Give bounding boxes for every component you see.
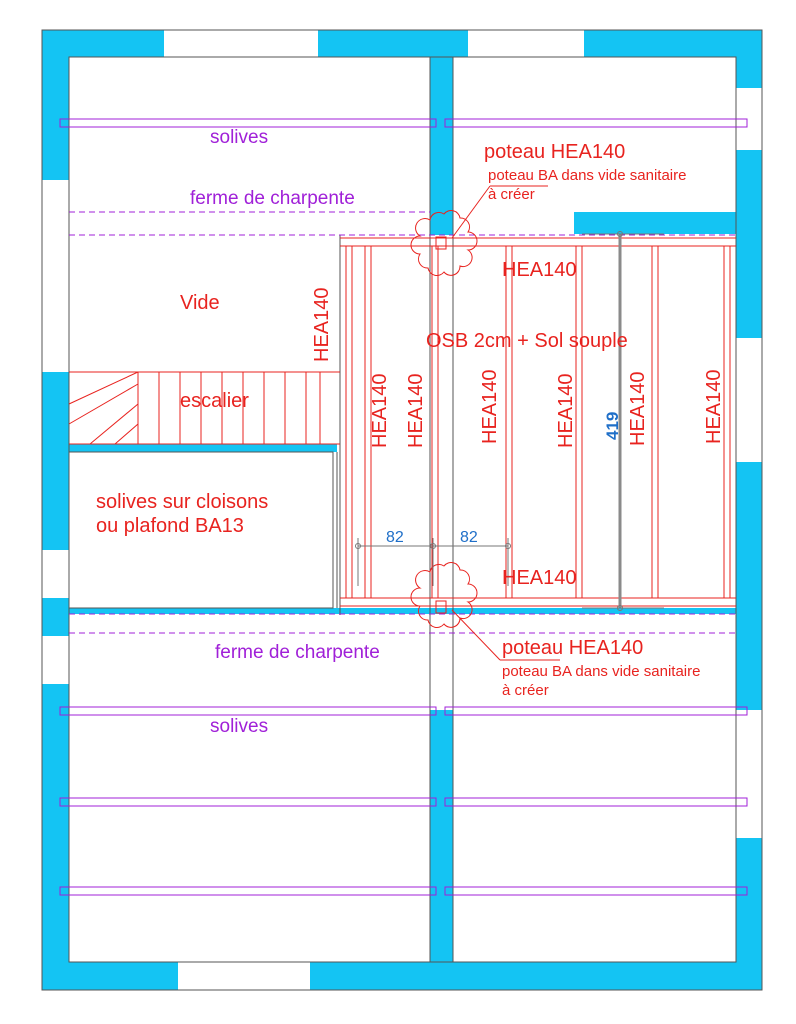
label-solives-top: solives [210, 127, 269, 148]
beam-frame [340, 238, 736, 606]
label-vertical-beam: HEA140 [405, 373, 427, 448]
label-beam-top: HEA140 [502, 259, 577, 281]
label-poteau-bottom: poteau HEA140 [502, 637, 644, 659]
label-solives-cloisons-1: solives sur cloisons [96, 491, 269, 513]
dimension-spacing-right: 82 [460, 529, 478, 546]
label-ferme-bottom: ferme de charpente [215, 642, 380, 663]
label-solives-bottom: solives [210, 716, 269, 737]
label-beam-bottom: HEA140 [502, 567, 577, 589]
label-escalier: escalier [180, 390, 249, 412]
label-vertical-beam: HEA140 [479, 369, 501, 444]
label-solives-cloisons-2: ou plafond BA13 [96, 515, 244, 537]
label-beam-left: HEA140 [311, 287, 333, 362]
dimension-spacing-left: 82 [386, 529, 404, 546]
label-vertical-beam: HEA140 [555, 373, 577, 448]
vertical-beam-labels [369, 370, 725, 449]
label-vertical-beam: HEA140 [703, 369, 725, 444]
column-cloud-bottom [411, 562, 477, 627]
label-poteau-bottom-note1: poteau BA dans vide sanitaire [502, 663, 701, 680]
label-vertical-beam: HEA140 [627, 371, 649, 446]
label-poteau-top: poteau HEA140 [484, 141, 626, 163]
label-vertical-beam: HEA140 [369, 373, 391, 448]
label-poteau-bottom-note2: à créer [502, 682, 549, 699]
label-poteau-top-note2: à créer [488, 186, 535, 203]
label-ferme-top: ferme de charpente [190, 188, 355, 209]
dimension-span: 419 [603, 411, 622, 440]
label-floor: OSB 2cm + Sol souple [426, 330, 628, 352]
label-poteau-top-note1: poteau BA dans vide sanitaire [488, 167, 687, 184]
label-vide: Vide [180, 292, 220, 314]
